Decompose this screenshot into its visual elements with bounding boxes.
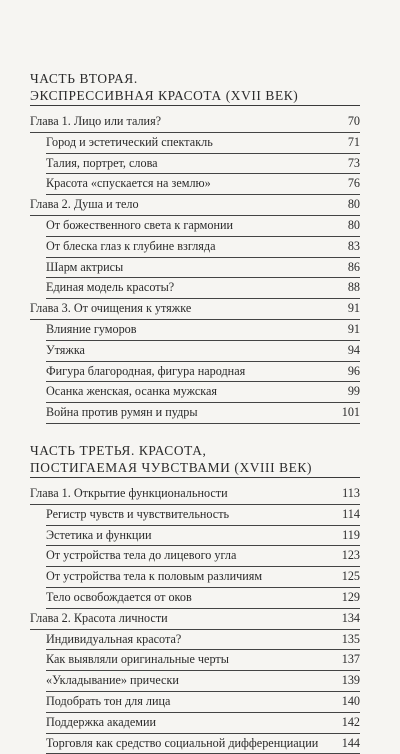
entry-page-number: 80	[332, 195, 360, 216]
entry-page-number: 135	[332, 630, 360, 651]
entry-title: Утяжка	[46, 341, 332, 362]
entry-title: От блеска глаз к глубине взгляда	[46, 237, 332, 258]
toc-chapter-entry	[30, 112, 360, 133]
entry-title: Эстетика и функции	[46, 526, 332, 547]
entry-title: Глава 2. Красота личности	[30, 609, 332, 630]
entry-title: Регистр чувств и чувствительность	[46, 505, 332, 526]
toc-section-entry	[30, 258, 360, 279]
entry-page-number: 123	[332, 546, 360, 567]
entry-page-number: 76	[332, 174, 360, 195]
toc-section-entry	[30, 154, 360, 175]
entry-page-number: 99	[332, 382, 360, 403]
toc-chapter-entry	[30, 609, 360, 630]
toc-section-entry	[30, 382, 360, 403]
entry-page-number: 142	[332, 713, 360, 734]
entry-title: Как выявляли оригинальные черты	[46, 650, 332, 671]
toc-section-entry	[30, 526, 360, 547]
toc-section-entry	[30, 362, 360, 383]
entry-page-number: 71	[332, 133, 360, 154]
entry-title: Глава 2. Душа и тело	[30, 195, 332, 216]
toc-section-entry	[30, 216, 360, 237]
entry-title: Поддержка академии	[46, 713, 332, 734]
toc-section-entry	[30, 546, 360, 567]
entry-page-number: 125	[332, 567, 360, 588]
entry-page-number: 88	[332, 278, 360, 299]
entry-title: От устройства тела к половым различиям	[46, 567, 332, 588]
toc-section-entry	[30, 650, 360, 671]
entry-title: Торговля как средство социальной дифференциации	[46, 734, 332, 754]
entry-title: Индивидуальная красота?	[46, 630, 332, 651]
entry-title: Война против румян и пудры	[46, 403, 332, 424]
entry-title: «Укладывание» прически	[46, 671, 332, 692]
entry-page-number: 144	[332, 734, 360, 754]
entry-page-number: 96	[332, 362, 360, 383]
toc-section-entry	[30, 588, 360, 609]
toc-section-entry	[30, 341, 360, 362]
entry-page-number: 70	[332, 112, 360, 133]
entry-title: Глава 1. Лицо или талия?	[30, 112, 332, 133]
entry-page-number: 137	[332, 650, 360, 671]
entry-title: Шарм актрисы	[46, 258, 332, 279]
entry-title: Тело освобождается от оков	[46, 588, 332, 609]
entry-page-number: 101	[332, 403, 360, 424]
toc-section-entry	[30, 567, 360, 588]
table-of-contents	[30, 70, 360, 754]
entry-title: От устройства тела до лицевого угла	[46, 546, 332, 567]
toc-section-entry	[30, 237, 360, 258]
entry-page-number: 83	[332, 237, 360, 258]
toc-section-entry	[30, 403, 360, 424]
entry-title: Влияние гуморов	[46, 320, 332, 341]
entry-page-number: 140	[332, 692, 360, 713]
entry-title: Осанка женская, осанка мужская	[46, 382, 332, 403]
part-heading	[30, 442, 360, 478]
entry-page-number: 91	[332, 320, 360, 341]
entry-title: Единая модель красоты?	[46, 278, 332, 299]
entry-page-number: 134	[332, 609, 360, 630]
toc-section-entry	[30, 320, 360, 341]
toc-section-entry	[30, 713, 360, 734]
toc-chapter-entry	[30, 484, 360, 505]
entry-page-number: 139	[332, 671, 360, 692]
entry-title: Фигура благородная, фигура народная	[46, 362, 332, 383]
entry-page-number: 129	[332, 588, 360, 609]
part-heading	[30, 70, 360, 106]
toc-section-entry	[30, 734, 360, 754]
entry-page-number: 94	[332, 341, 360, 362]
entry-title: Глава 1. Открытие функциональности	[30, 484, 332, 505]
toc-chapter-entry	[30, 195, 360, 216]
entry-page-number: 119	[332, 526, 360, 547]
entry-page-number: 73	[332, 154, 360, 175]
entry-page-number: 91	[332, 299, 360, 320]
entry-title: Талия, портрет, слова	[46, 154, 332, 175]
toc-section-entry	[30, 630, 360, 651]
toc-chapter-entry	[30, 299, 360, 320]
toc-section-entry	[30, 505, 360, 526]
toc-section-entry	[30, 692, 360, 713]
entry-page-number: 114	[332, 505, 360, 526]
entry-title: Глава 3. От очищения к утяжке	[30, 299, 332, 320]
part-title-line: ЧАСТЬ ВТОРАЯ.	[30, 71, 138, 86]
part-title-line: ПОСТИГАЕМАЯ ЧУВСТВАМИ (XVIII ВЕК)	[30, 459, 360, 478]
entry-title: Красота «спускается на землю»	[46, 174, 332, 195]
part-title-line: ЭКСПРЕССИВНАЯ КРАСОТА (XVII ВЕК)	[30, 87, 360, 106]
entry-page-number: 80	[332, 216, 360, 237]
part-title-line: ЧАСТЬ ТРЕТЬЯ. КРАСОТА,	[30, 442, 207, 458]
toc-section-entry	[30, 671, 360, 692]
toc-section-entry	[30, 278, 360, 299]
entry-title: От божественного света к гармонии	[46, 216, 332, 237]
entry-page-number: 113	[332, 484, 360, 505]
entry-page-number: 86	[332, 258, 360, 279]
entry-title: Подобрать тон для лица	[46, 692, 332, 713]
toc-section-entry	[30, 133, 360, 154]
entry-title: Город и эстетический спектакль	[46, 133, 332, 154]
toc-section-entry	[30, 174, 360, 195]
